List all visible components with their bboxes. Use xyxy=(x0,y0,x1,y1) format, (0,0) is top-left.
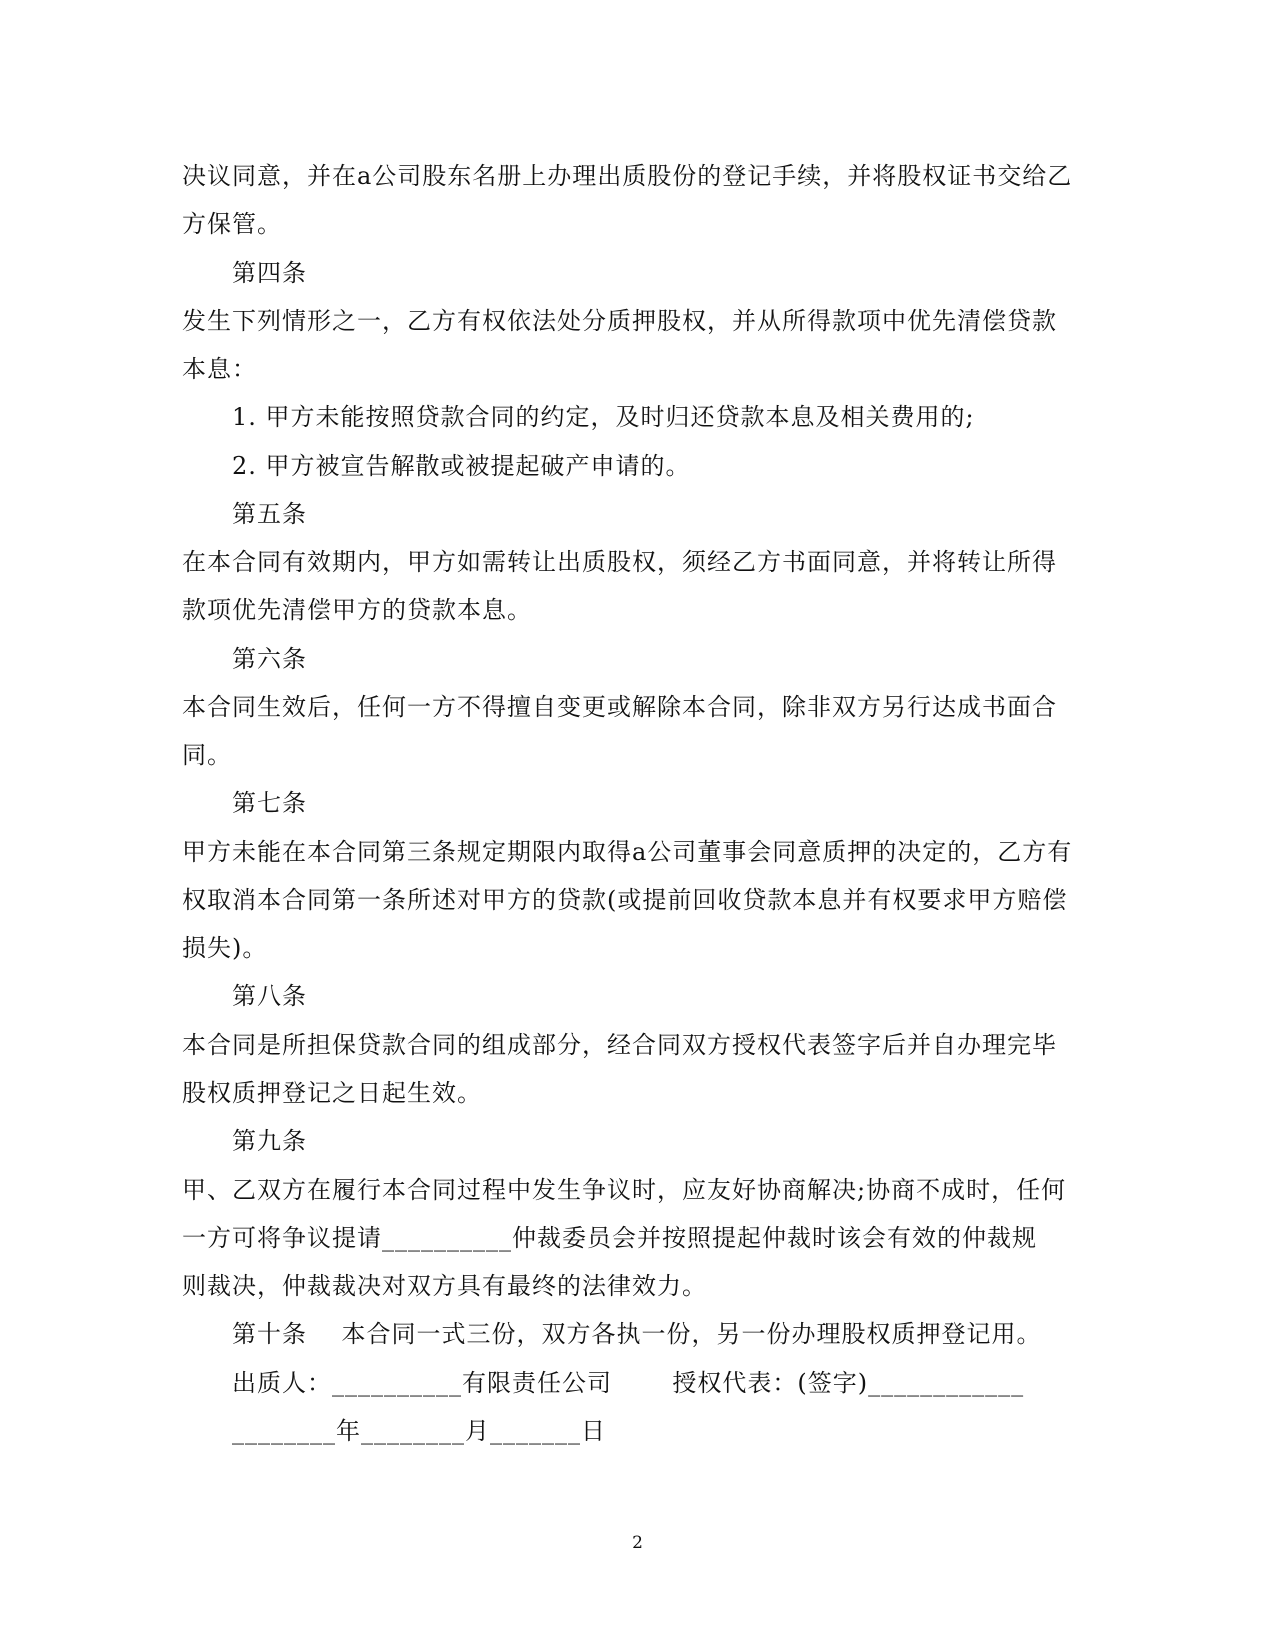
contract-text-line: 损失)。 xyxy=(182,934,268,962)
article-5-heading: 第五条 xyxy=(232,500,307,528)
article-6-heading: 第六条 xyxy=(232,645,307,673)
signature-line: 出质人：__________有限责任公司 授权代表：(签字)____________ xyxy=(232,1369,1025,1397)
contract-text-line: 决议同意，并在a公司股东名册上办理出质股份的登记手续，并将股权证书交给乙 xyxy=(182,162,1073,190)
list-item-2: 2. 甲方被宣告解散或被提起破产申请的。 xyxy=(232,452,691,480)
article-8-heading: 第八条 xyxy=(232,982,307,1010)
contract-text-line: 甲方未能在本合同第三条规定期限内取得a公司董事会同意质押的决定的，乙方有 xyxy=(182,838,1073,866)
contract-text-line: 在本合同有效期内，甲方如需转让出质股权，须经乙方书面同意，并将转让所得 xyxy=(182,548,1057,576)
contract-text-line: 同。 xyxy=(182,741,232,769)
contract-text-line: 本合同生效后，任何一方不得擅自变更或解除本合同，除非双方另行达成书面合 xyxy=(182,693,1057,721)
list-item-1: 1. 甲方未能按照贷款合同的约定，及时归还贷款本息及相关费用的; xyxy=(232,403,975,431)
contract-text-line: 方保管。 xyxy=(182,210,282,238)
date-line: ________年________月_______日 xyxy=(232,1417,606,1445)
page-number: 2 xyxy=(632,1533,643,1553)
contract-text-line: 股权质押登记之日起生效。 xyxy=(182,1079,482,1107)
contract-text-line: 则裁决，仲裁裁决对双方具有最终的法律效力。 xyxy=(182,1272,707,1300)
contract-text-line: 权取消本合同第一条所述对甲方的贷款(或提前回收贷款本息并有权要求甲方赔偿 xyxy=(182,886,1068,914)
article-9-heading: 第九条 xyxy=(232,1127,307,1155)
contract-text-line: 本息： xyxy=(182,355,257,383)
contract-text-line: 一方可将争议提请__________仲裁委员会并按照提起仲裁时该会有效的仲裁规 xyxy=(182,1224,1037,1252)
contract-text-line: 甲、乙双方在履行本合同过程中发生争议时，应友好协商解决;协商不成时，任何 xyxy=(182,1176,1067,1204)
contract-text-line: 款项优先清偿甲方的贷款本息。 xyxy=(182,596,532,624)
article-7-heading: 第七条 xyxy=(232,789,307,817)
contract-text-line: 本合同是所担保贷款合同的组成部分，经合同双方授权代表签字后并自办理完毕 xyxy=(182,1031,1057,1059)
article-10-line: 第十条 本合同一式三份，双方各执一份，另一份办理股权质押登记用。 xyxy=(232,1320,1042,1348)
article-4-heading: 第四条 xyxy=(232,259,307,287)
contract-text-line: 发生下列情形之一，乙方有权依法处分质押股权，并从所得款项中优先清偿贷款 xyxy=(182,307,1057,335)
